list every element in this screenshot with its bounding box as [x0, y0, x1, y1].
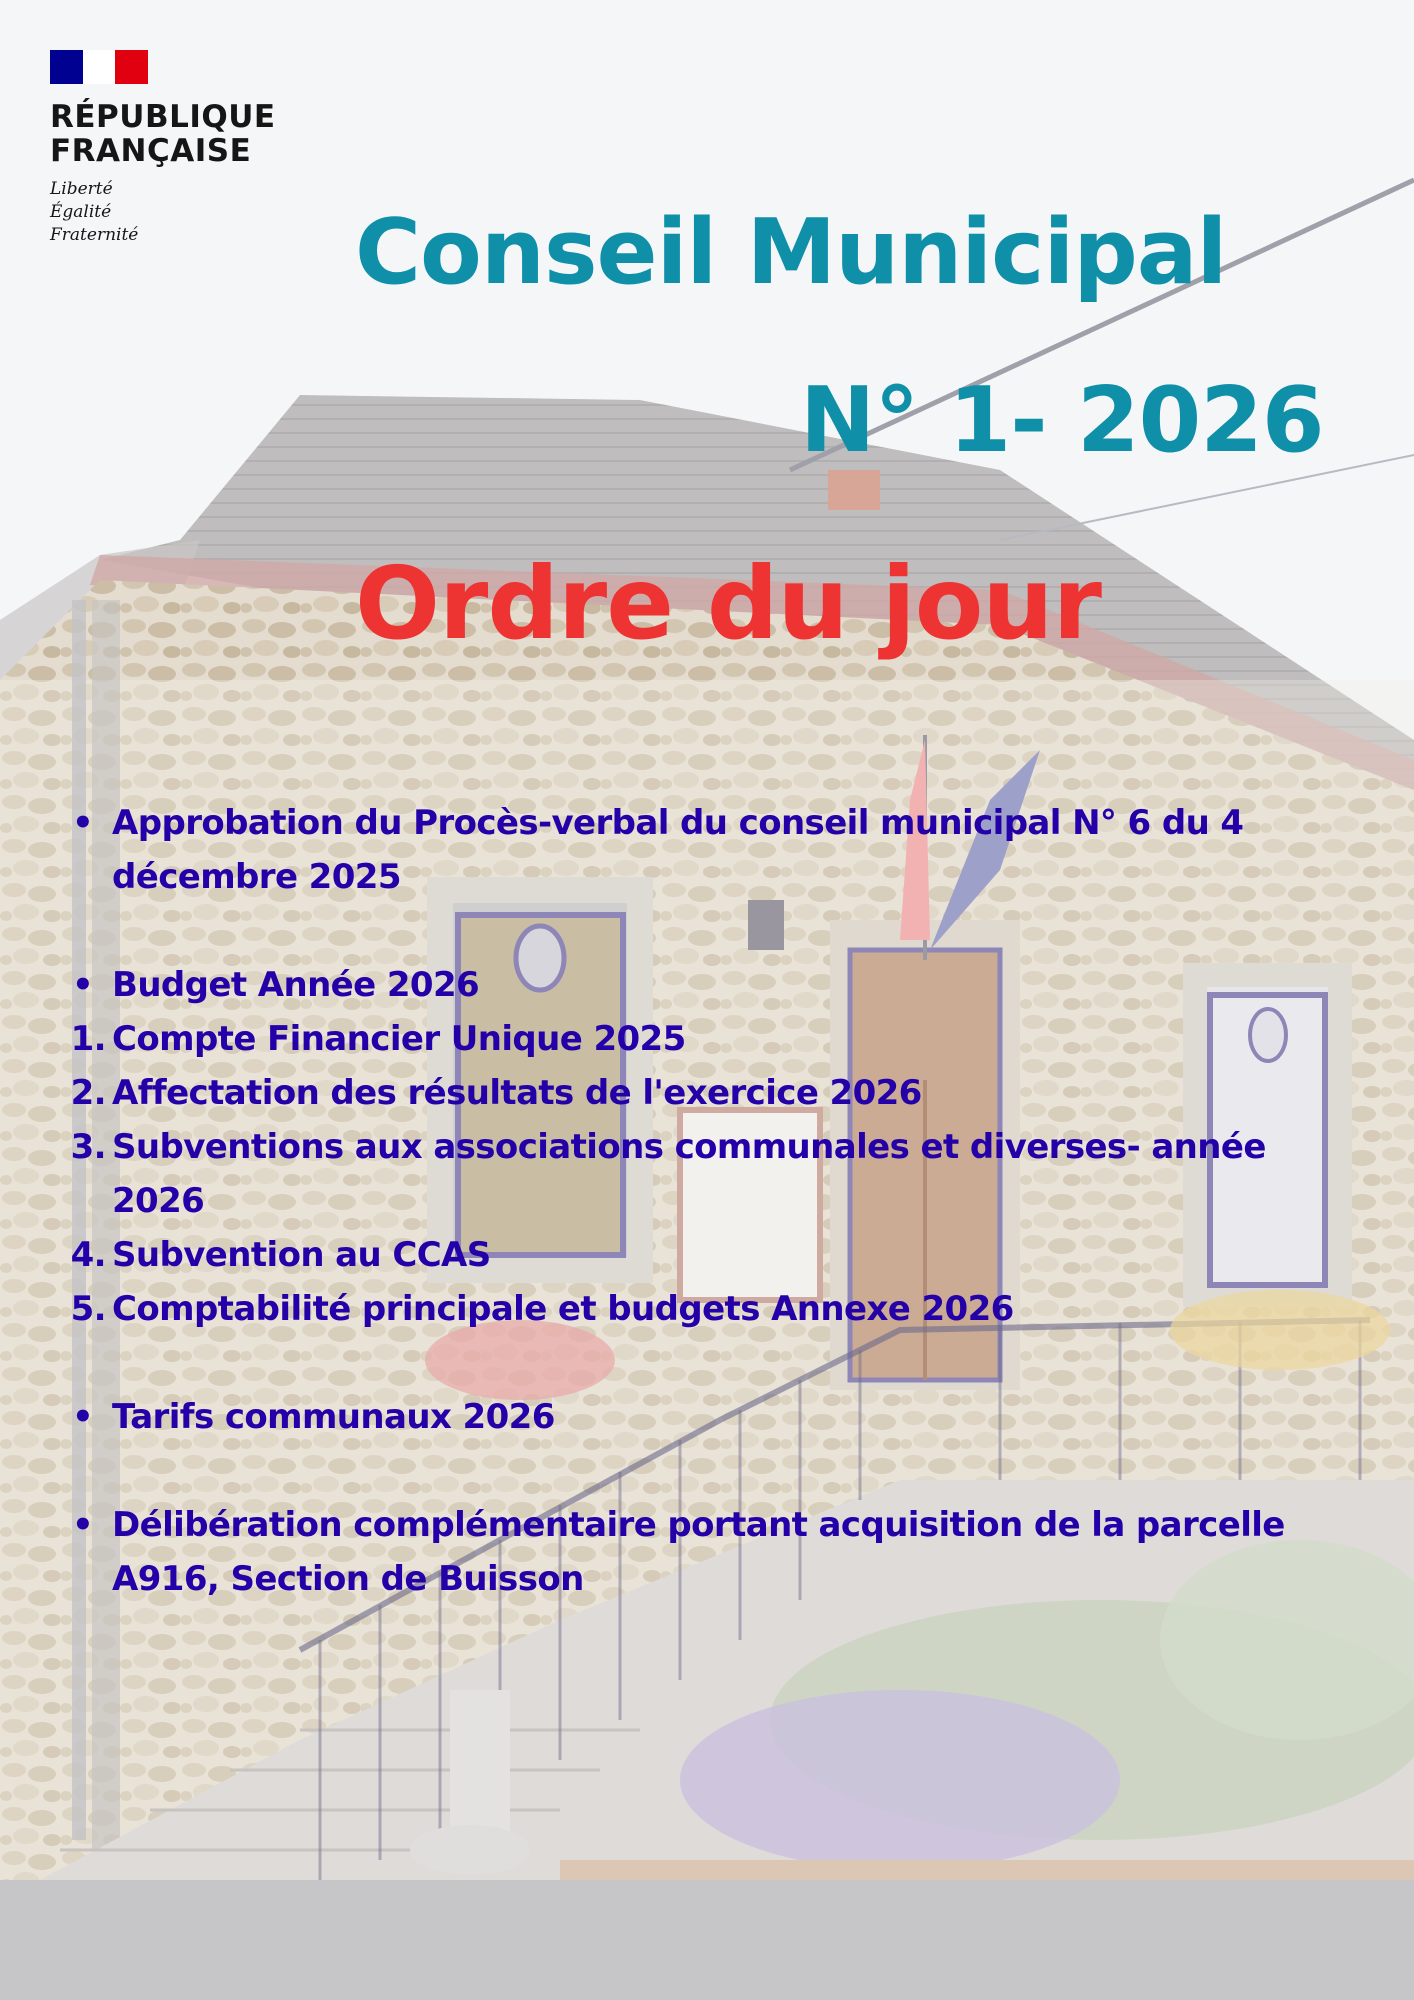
subitem-number: 5.: [70, 1289, 106, 1329]
agenda-subitem-text: Affectation des résultats de l'exercice 2026: [112, 1073, 922, 1113]
agenda-subitem: [58, 1282, 1358, 1336]
agenda-list: [58, 796, 1358, 1606]
agenda-item-text: Approbation du Procès-verbal du conseil municipal N° 6 du 4 décembre 2025: [112, 803, 1244, 897]
logo-text: [50, 100, 290, 168]
bullet-icon: •: [72, 1505, 94, 1545]
agenda-subitem-text: Comptabilité principale et budgets Annexe 2026: [112, 1289, 1014, 1329]
motto-egalite: Égalité: [50, 202, 112, 222]
subitem-number: 2.: [70, 1073, 106, 1113]
logo-line-1: RÉPUBLIQUE: [50, 99, 276, 135]
agenda-item: [58, 1390, 1358, 1444]
logo-line-2: FRANÇAISE: [50, 133, 252, 169]
bullet-icon: •: [72, 803, 94, 843]
motto-fraternite: Fraternité: [50, 225, 139, 245]
agenda-subitem-text: Compte Financier Unique 2025: [112, 1019, 686, 1059]
agenda-subitem: [58, 1012, 1358, 1066]
agenda-subitem: [58, 1066, 1358, 1120]
session-number: N° 1- 2026: [800, 368, 1324, 473]
subitem-number: 3.: [70, 1127, 106, 1167]
subitem-number: 1.: [70, 1019, 106, 1059]
agenda-item-text: Tarifs communaux 2026: [112, 1397, 555, 1437]
agenda-item-text: Délibération complémentaire portant acquisition de la parcelle A916, Section de Buisson: [112, 1505, 1285, 1599]
agenda-subitem-text: Subvention au CCAS: [112, 1235, 491, 1275]
agenda-subitem: [58, 1120, 1358, 1228]
motto-liberte: Liberté: [50, 179, 113, 199]
bullet-icon: •: [72, 1397, 94, 1437]
agenda-subitem-text: Subventions aux associations communales et diverses- année 2026: [112, 1127, 1266, 1221]
republique-francaise-logo: [50, 50, 290, 247]
page-title: Conseil Municipal: [355, 200, 1227, 305]
agenda-item: [58, 958, 1358, 1012]
agenda-item-text: Budget Année 2026: [112, 965, 480, 1005]
agenda-heading: Ordre du jour: [355, 545, 1101, 662]
bullet-icon: •: [72, 965, 94, 1005]
agenda-item: [58, 1498, 1358, 1606]
subitem-number: 4.: [70, 1235, 106, 1275]
marianne-flag-icon: [50, 50, 148, 84]
agenda-subitem: [58, 1228, 1358, 1282]
agenda-item: [58, 796, 1358, 904]
logo-motto: [50, 178, 290, 247]
